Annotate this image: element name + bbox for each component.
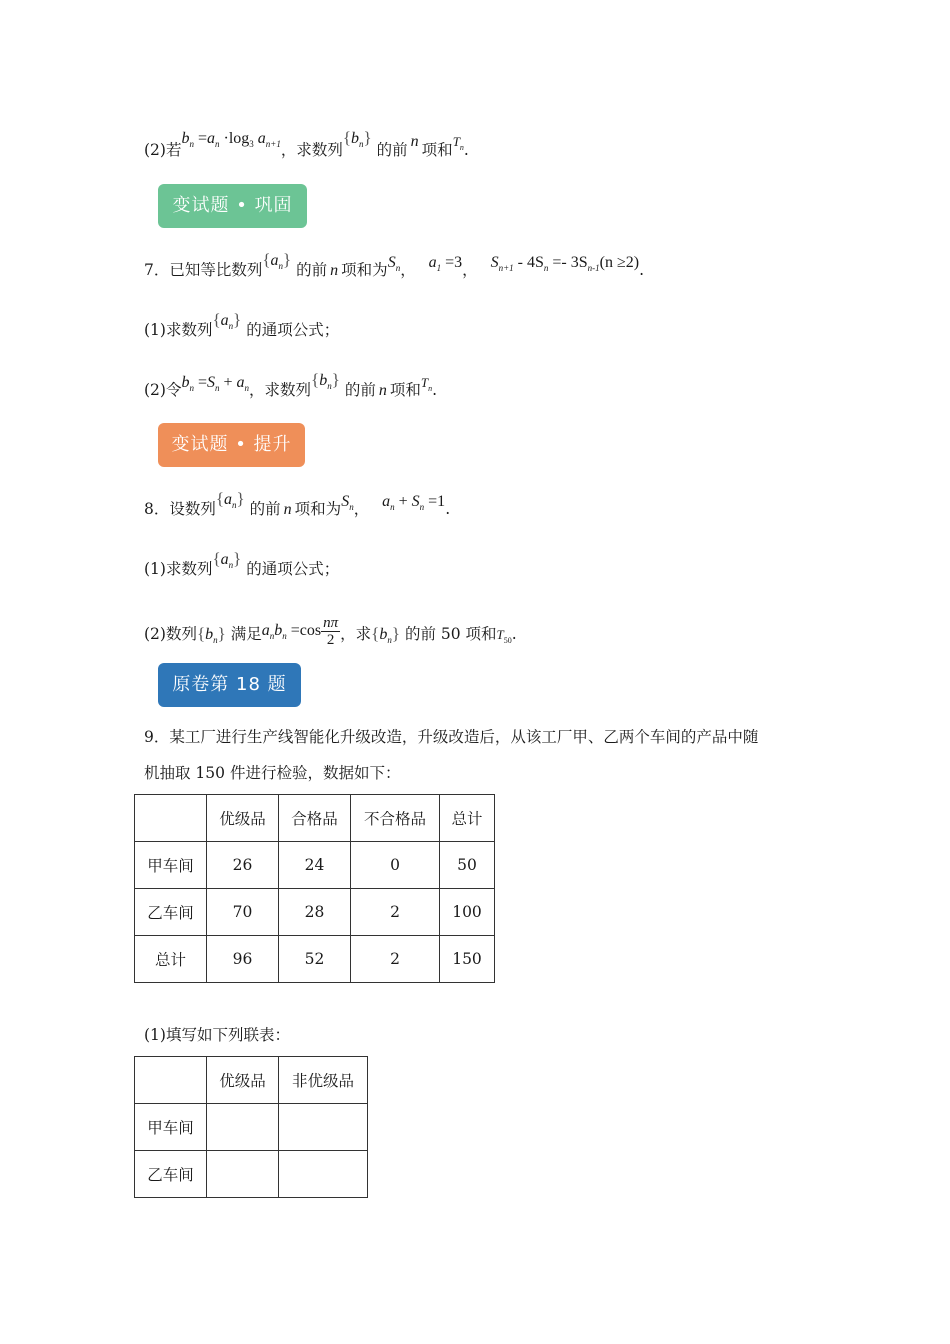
q7-mid2: 项和为 [341,261,388,279]
table-cell: 100 [440,889,495,936]
table-cell: 96 [207,936,279,983]
badge-improve: 变试题 • 提升 [158,423,305,467]
q8-stem: 8．设数列$\{a_n\}$ 的前 n 项和为$S_n$， $a_n + S_n =1$. [144,489,451,518]
table-row [135,1151,368,1198]
table-cell: 0 [351,842,440,889]
q8-prefix: 8．设数列 [144,500,216,518]
fraction [321,615,340,648]
q8-part2: (2)数列$\{b_n\}$ 满足$a_nb_n =\cos$ $\frac{n\pi}{2}$ ，求$\{b_n\}$ 的前 50 项和$T_{50}$. [144,615,517,648]
q9-line2: 机抽取 150 件进行检验，数据如下： [144,764,401,782]
formula-bn-sum: $b_n =S_n + a_n$ [181,374,250,393]
q8-cos: =cos [290,622,322,640]
table-cell: 甲车间 [135,842,207,889]
q7-n-2: n [378,382,387,399]
formula-bn: $b_n =a_n \cdot\log_3$ $a_{n+1}$ [181,130,281,149]
seq-Tn: Tn [452,134,464,152]
q7-part2-prefix: (2)令 [144,381,182,399]
table-row [135,842,495,889]
q8-period: . [445,500,451,518]
table-cell: 150 [440,936,495,983]
seq-Tn-2: Tn [420,375,433,393]
seq-bn-3: $\{b_n\}$ [196,624,226,646]
table-cell: 70 [207,889,279,936]
table-header-cell: 优级品 [207,1057,279,1104]
badge-consolidate: 变试题 • 巩固 [158,184,307,228]
table-cell: 50 [440,842,495,889]
q8-T: T [496,627,504,643]
q7-n: n [330,262,339,279]
table-cell [279,1104,368,1151]
q8-mid: 的前 [249,500,281,518]
q9-line1: 9．某工厂进行生产线智能化升级改造，升级改造后，从该工厂甲、乙两个车间的产品中随 [144,728,759,746]
q6-part2 [144,128,469,167]
table-header-row [135,1057,368,1104]
seq-bn-2: $\{b_n\}$ [311,370,340,391]
table-cell: 2 [351,889,440,936]
q6-part2-end: 项和 [421,141,453,159]
q8-part2-prefix: (2)数列 [144,625,197,644]
frac-den: 2 [326,632,335,648]
table-cell: 乙车间 [135,889,207,936]
q7-prefix: 7．已知等比数列 [144,261,263,279]
contingency-table [134,1056,368,1198]
table-cell [207,1151,279,1198]
table-cell: 乙车间 [135,1151,207,1198]
frac-num: nπ [323,615,339,631]
formula-recurrence: $S_{n+1} - 4S_n =- 3S_{n-1}(n \ge 2)$ [490,254,640,273]
table-cell [279,1151,368,1198]
q8-mid2: 项和为 [294,500,342,518]
q8-part2-mid2: ，求 [340,625,372,644]
table-cell [207,1104,279,1151]
q7-part1-suffix: 的通项公式； [246,321,340,339]
table-header-cell: 不合格品 [351,795,440,842]
q6-part2-prefix: (2)若 [144,141,182,159]
table-header-cell: 总计 [440,795,495,842]
table-header-cell: 优级品 [207,795,279,842]
table-header-cell [135,1057,207,1104]
badge-original: 原卷第 18 题 [158,663,301,707]
formula-an-Sn: $a_n + S_n =1$ [382,493,446,512]
table-header-cell [135,795,207,842]
q7-part1-prefix: (1)求数列 [144,321,213,339]
q7-part1 [144,310,340,346]
q8-part1 [144,549,340,585]
table-cell: 总计 [135,936,207,983]
q7-part2-end: 项和 [389,381,421,399]
q8-part1-prefix: (1)求数列 [144,560,213,578]
table-cell: 24 [279,842,351,889]
q7-part2-suffix: 的前 [344,381,376,399]
seq-an-4: $\{a_n\}$ [212,549,242,570]
seq-an: $\{a_n\}$ [262,250,292,271]
table-cell: 甲车间 [135,1104,207,1151]
q7-stem: 7．已知等比数列$\{a_n\}$ 的前 n 项和为$S_n$， $a_1 =3$， $S_{n+1} - 4S_n =- 3S_{n-1}(n \ge 2)$. [144,250,645,279]
seq-an-3: $\{a_n\}$ [215,489,245,510]
q7-recurrence: - 4S [517,254,544,271]
table-header-row [135,795,495,842]
table-cell: 52 [279,936,351,983]
q7-T: T [420,375,429,390]
table-cell: 28 [279,889,351,936]
formula-cos: $a_nb_n =\cos$ $\frac{n\pi}{2}$ [261,615,339,648]
sum-Sn: $S_n$ [387,254,401,273]
q6-n: n [410,133,419,150]
table-header-cell: 合格品 [279,795,351,842]
q7-period: . [639,261,645,279]
data-table [134,794,495,983]
sum-Sn-2: $S_n$ [341,493,354,512]
table-row [135,936,495,983]
q7-cond: (n ≥2) [599,254,640,271]
q8-part1-suffix: 的通项公式； [246,560,340,578]
q8-eq: =1 [428,493,446,510]
table-cell: 26 [207,842,279,889]
q6-part2-suffix: 的前 [376,141,408,159]
q6-part2-mid: ，求数列 [280,141,343,159]
q7-part2: (2)令$b_n =S_n + a_n$，求数列$\{b_n\}$ 的前 n 项和$^{T_n}$. [144,370,438,399]
sum-T50 [496,627,512,646]
formula-a1: $a_1 =3$ [428,254,463,273]
seq-bn: $\{b_n\}$ [342,128,372,149]
q7-a1: =3 [445,254,463,271]
q8-n: n [283,501,292,518]
q8-part2-suffix: 的前 50 项和 [404,625,497,644]
q7-recurrence2: =- 3S [552,254,588,271]
seq-bn-4: $\{b_n\}$ [371,624,400,646]
table-header-cell: 非优级品 [279,1057,368,1104]
table-row [135,1104,368,1151]
seq-an-2: $\{a_n\}$ [212,310,242,331]
q6-T: T [452,134,460,149]
q8-part2-mid: 满足 [230,625,262,644]
q6-period: . [463,141,469,159]
table-row [135,889,495,936]
q7-part2-mid: ，求数列 [249,381,312,399]
q8-T-sub: 50 [503,636,512,646]
q9-part1: (1)填写如下列联表： [144,1026,290,1044]
q7-mid: 的前 [296,261,328,279]
table-cell: 2 [351,936,440,983]
